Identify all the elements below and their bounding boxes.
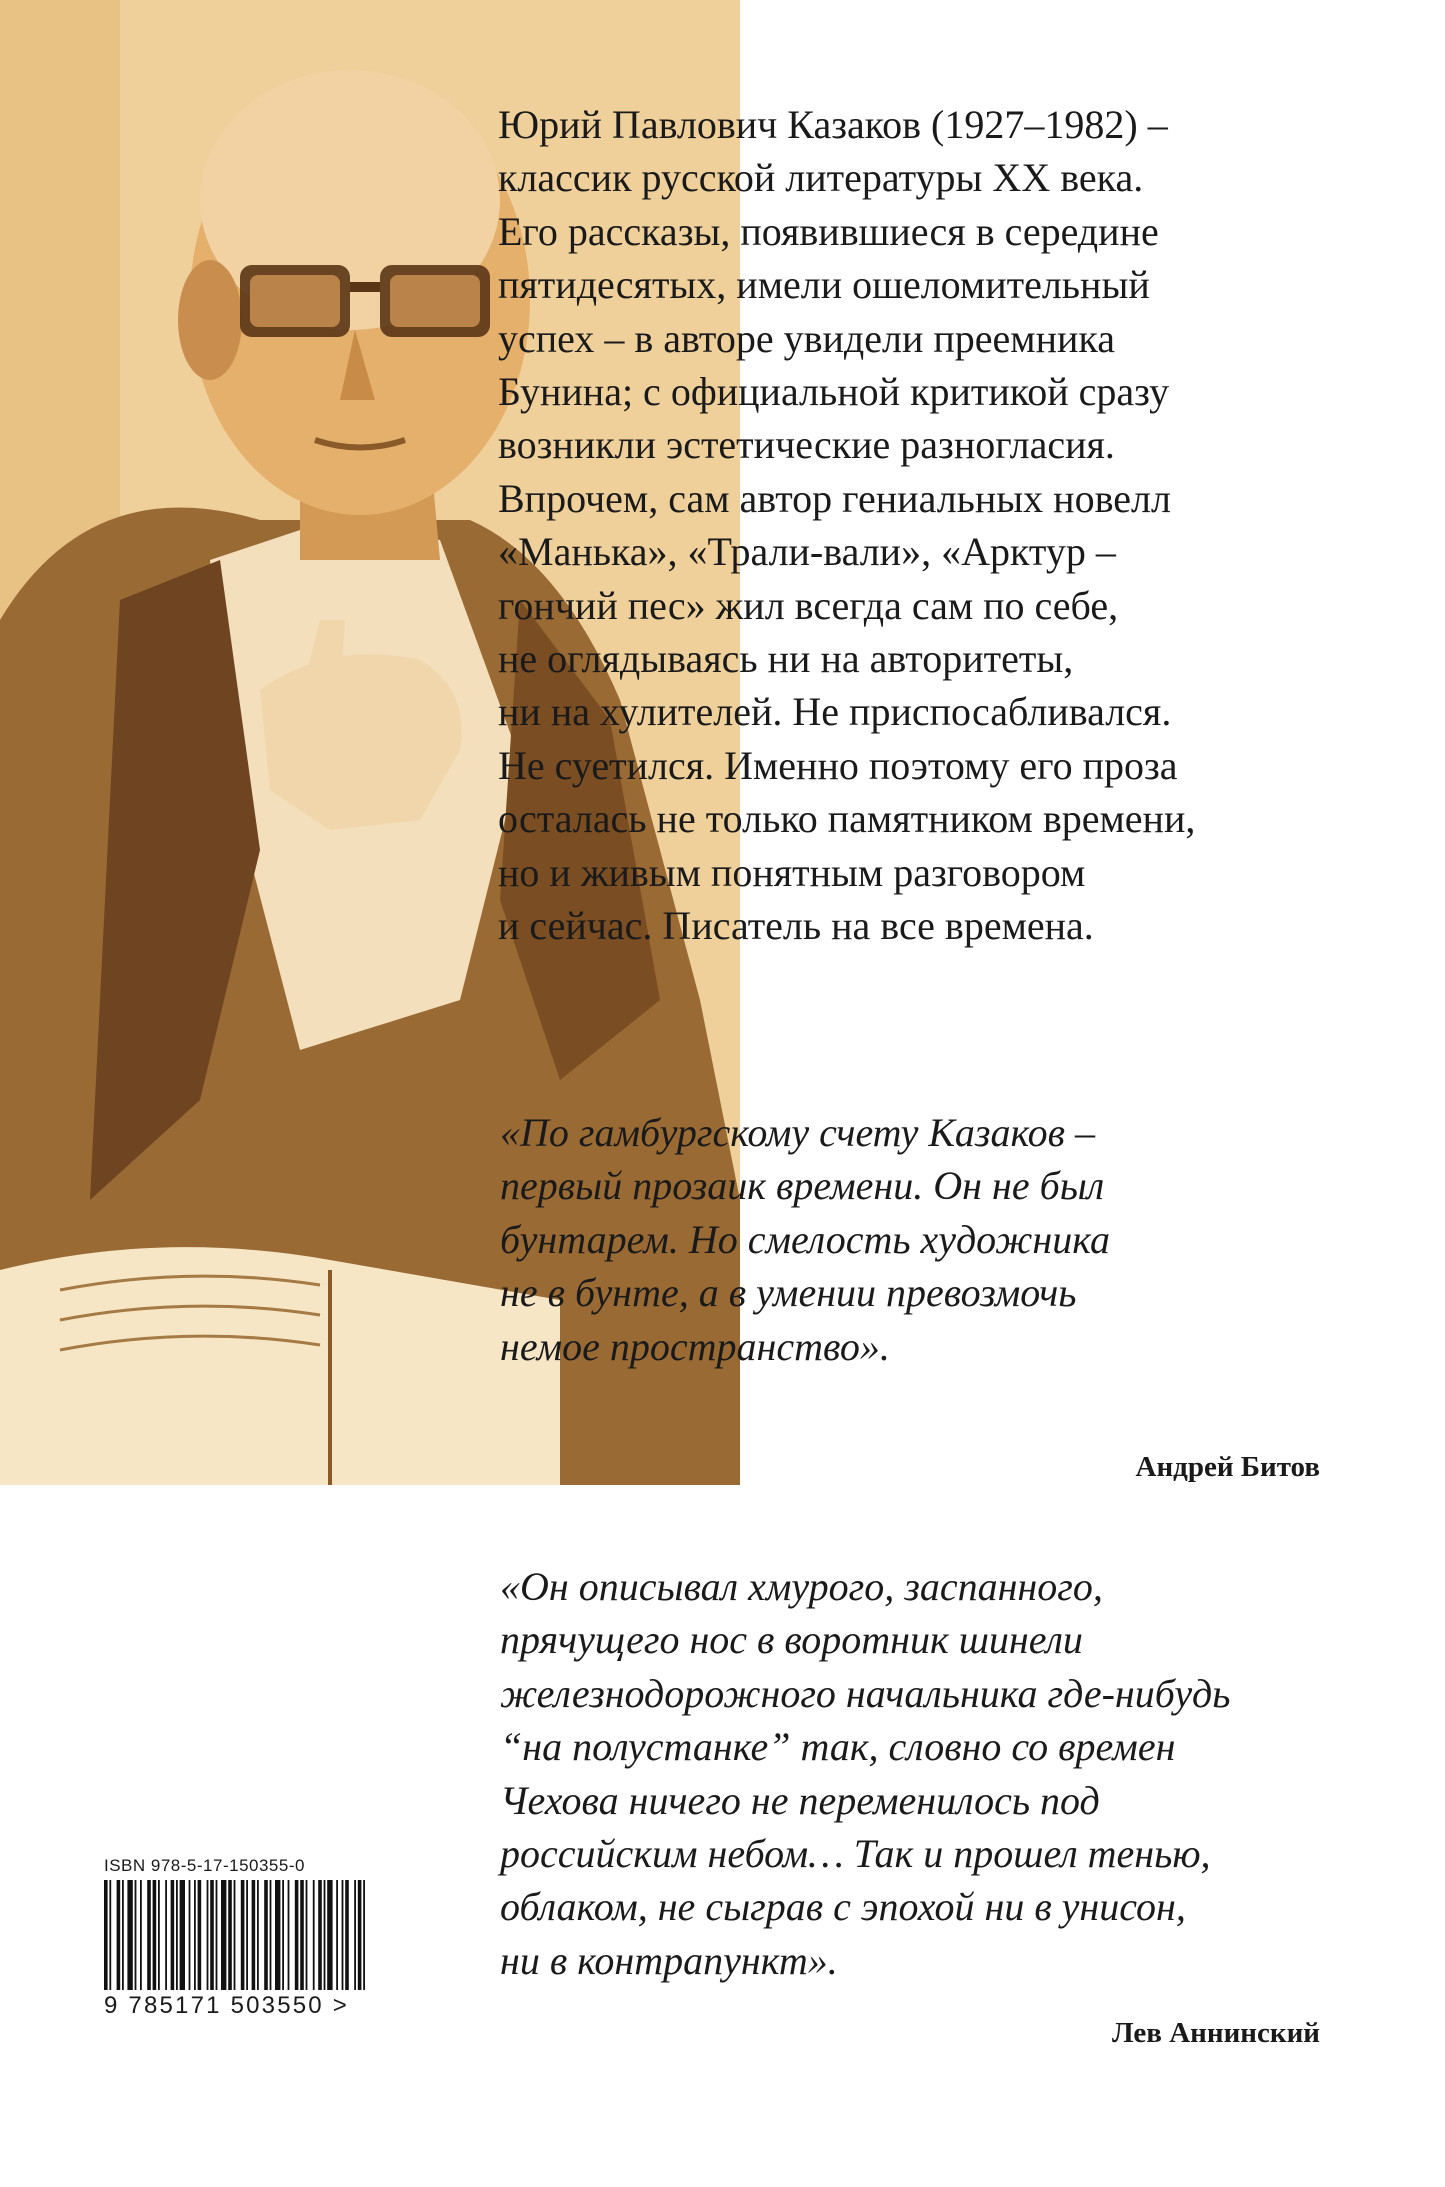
barcode-bar <box>300 1880 304 1990</box>
barcode-bar <box>109 1880 111 1990</box>
bio-line: Впрочем, сам автор гениальных новелл <box>498 475 1171 521</box>
quote-line: железнодорожного начальника где-нибудь <box>500 1670 1231 1716</box>
barcode-bar <box>257 1880 259 1990</box>
barcode-bar <box>180 1880 185 1990</box>
barcode-bar <box>234 1880 236 1990</box>
bio-line: «Манька», «Трали-вали», «Арктур – <box>498 529 1116 575</box>
quote-line: бунтарем. Но смелость художника <box>500 1216 1110 1262</box>
barcode-bar <box>288 1880 290 1990</box>
quote-line: российским небом… Так и прошел тенью, <box>500 1831 1211 1877</box>
barcode-bar <box>122 1880 124 1990</box>
barcode-bar <box>275 1880 280 1990</box>
barcode-bar <box>252 1880 256 1990</box>
barcode-bar <box>127 1880 132 1990</box>
barcode-bar <box>313 1880 315 1990</box>
barcode-bar <box>147 1880 151 1990</box>
barcode-bar <box>241 1880 245 1990</box>
bio-line: возникли эстетические разногласия. <box>498 422 1115 468</box>
barcode-bar <box>171 1880 175 1990</box>
barcode-bar <box>306 1880 308 1990</box>
barcode-bar <box>282 1880 284 1990</box>
quote-line: первый прозаик времени. Он не был <box>500 1163 1105 1209</box>
bio-line: успех – в авторе увидели преемника <box>498 315 1116 361</box>
quote-line: «По гамбургскому счету Казаков – <box>500 1110 1096 1155</box>
bio-line: осталась не только памятником времени, <box>498 796 1196 842</box>
barcode-bar <box>153 1880 157 1990</box>
bio-line: пятидесятых, имели ошеломительный <box>498 262 1150 308</box>
quote-line: прячущего нос в воротник шинели <box>500 1617 1083 1663</box>
barcode-bars <box>104 1880 374 1990</box>
quote-anninsky <box>500 1560 1230 1987</box>
barcode-bar <box>358 1880 362 1990</box>
barcode-bar <box>165 1880 167 1990</box>
quote-author-anninsky: Лев Аннинский <box>1112 2017 1320 2049</box>
barcode-bar <box>176 1880 178 1990</box>
quote-line: немое пространство». <box>500 1323 890 1369</box>
barcode-bar <box>216 1880 218 1990</box>
barcode-bar <box>135 1880 137 1990</box>
ean-digits: 9 785171 503550 > <box>104 1992 349 2019</box>
bio-line: Его рассказы, появившиеся в середине <box>498 208 1159 254</box>
barcode-bar <box>198 1880 202 1990</box>
barcode-bar <box>207 1880 209 1990</box>
barcode-bar <box>228 1880 232 1990</box>
biography-text <box>498 98 1418 953</box>
bio-line: и сейчас. Писатель на все времена. <box>498 903 1094 949</box>
barcode-bar <box>246 1880 248 1990</box>
barcode-bar <box>221 1880 226 1990</box>
isbn-barcode <box>104 1856 374 2020</box>
barcode-bar <box>104 1880 108 1990</box>
bio-line: но и живым понятным разговором <box>498 849 1086 895</box>
barcode-bar <box>189 1880 191 1990</box>
bio-line: классик русской литературы XX века. <box>498 155 1144 201</box>
quote-line: не в бунте, а в умении превозмочь <box>500 1270 1077 1316</box>
quote-author-bitov: Андрей Битов <box>1135 1451 1320 1483</box>
quote-line: «Он описывал хмурого, заспанного, <box>500 1564 1103 1609</box>
barcode-bar <box>210 1880 214 1990</box>
barcode-bar <box>318 1880 322 1990</box>
bio-line: ни на хулителей. Не приспосабливался. <box>498 689 1172 735</box>
barcode-bar <box>264 1880 268 1990</box>
bio-line: Юрий Павлович Казаков (1927–1982) – <box>498 102 1168 147</box>
barcode-bar <box>295 1880 299 1990</box>
quote-line: облаком, не сыграв с эпохой ни в унисон, <box>500 1884 1186 1930</box>
bio-line: гончий пес» жил всегда сам по себе, <box>498 582 1119 628</box>
bio-line: Бунина; с официальной критикой сразу <box>498 369 1170 415</box>
isbn-label: ISBN 978-5-17-150355-0 <box>104 1856 305 1875</box>
barcode-bar <box>363 1880 365 1990</box>
bio-line: Не суетился. Именно поэтому его проза <box>498 742 1178 788</box>
barcode-bar <box>354 1880 356 1990</box>
barcode-bar <box>158 1880 160 1990</box>
quote-line: “на полустанке” так, словно со времен <box>500 1724 1176 1770</box>
barcode-bar <box>324 1880 326 1990</box>
quote-line: ни в контрапункт». <box>500 1937 838 1983</box>
barcode-bar <box>345 1880 349 1990</box>
bio-line: не оглядываясь ни на авторитеты, <box>498 636 1074 682</box>
barcode-bar <box>336 1880 338 1990</box>
barcode-bar <box>117 1880 121 1990</box>
barcode-bar <box>327 1880 332 1990</box>
barcode-bar <box>140 1880 142 1990</box>
barcode-bar <box>194 1880 196 1990</box>
barcode-bar <box>342 1880 344 1990</box>
quote-line: Чехова ничего не переменилось под <box>500 1777 1100 1823</box>
quote-bitov <box>500 1106 1110 1373</box>
barcode-bar <box>270 1880 272 1990</box>
